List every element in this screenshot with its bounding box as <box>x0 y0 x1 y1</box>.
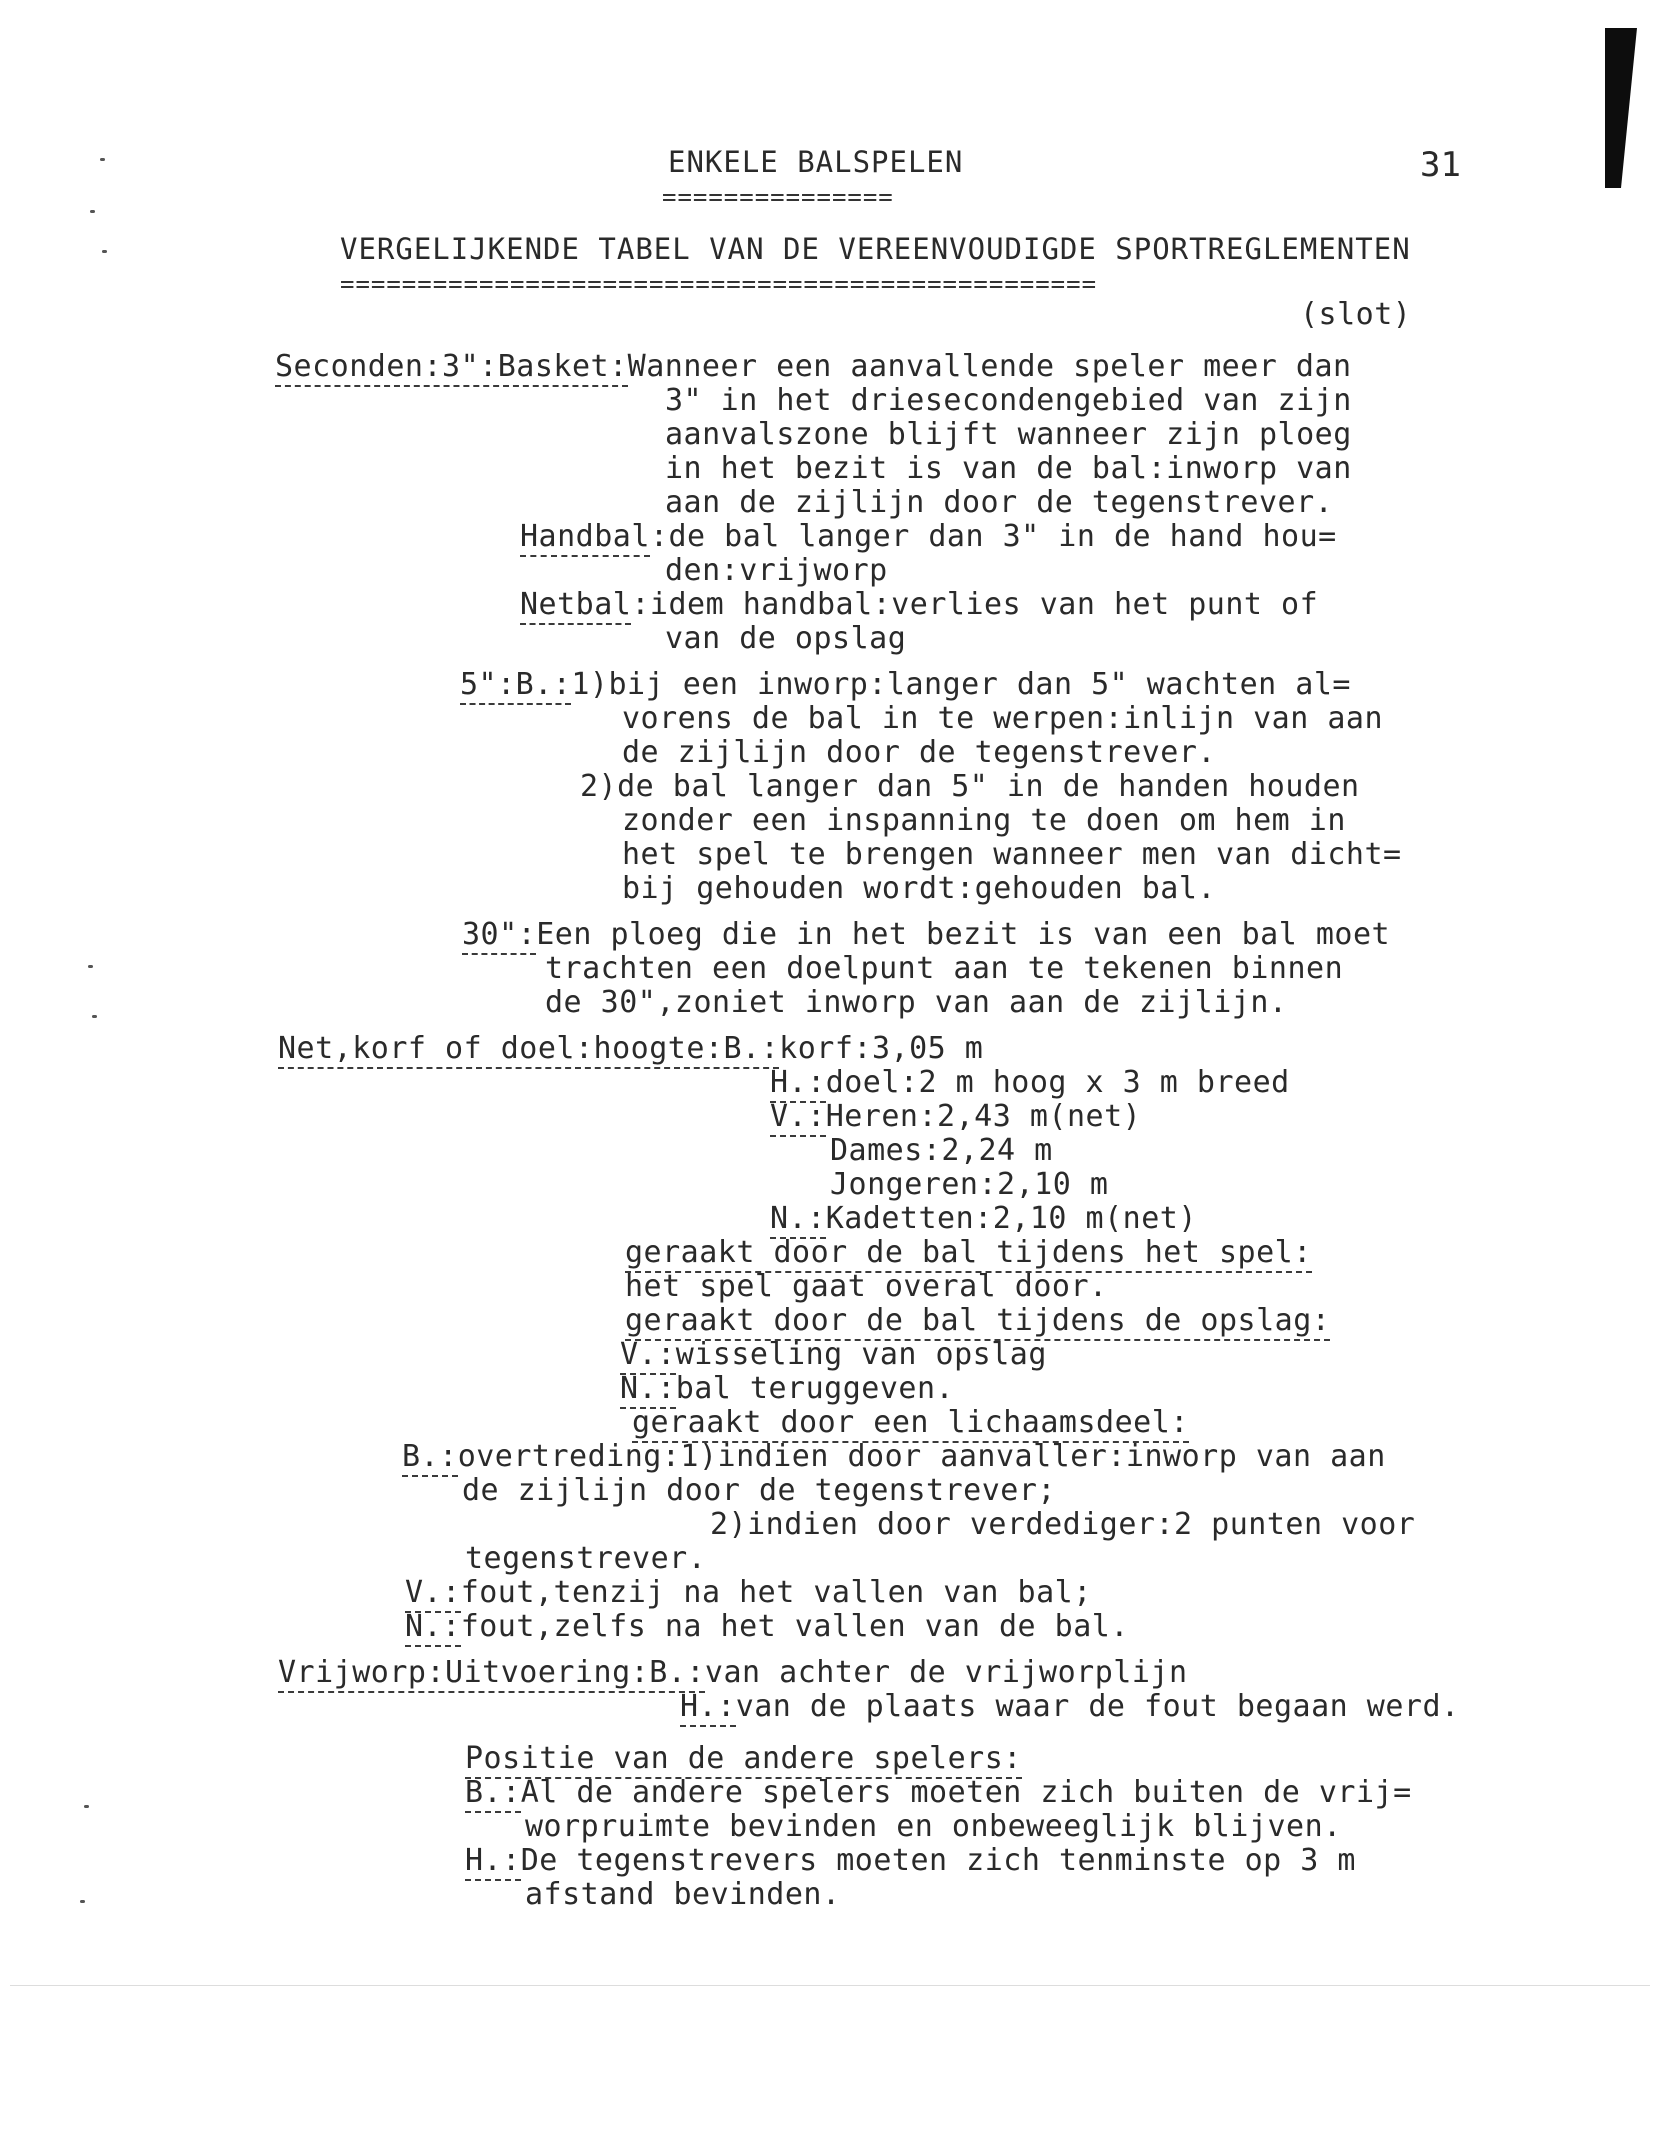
text-line <box>710 1508 1415 1542</box>
text-line <box>622 702 1383 736</box>
text-line <box>405 1610 1129 1644</box>
text-line <box>622 838 1402 872</box>
text-line <box>620 1338 1047 1372</box>
text-line <box>460 668 1351 702</box>
text-line <box>622 736 1216 770</box>
text-line <box>462 1474 1056 1508</box>
line-text: de zijlijn door de tegenstrever. <box>622 735 1216 770</box>
scan-speck <box>80 1900 85 1903</box>
underlined-heading: Netbal <box>520 587 631 625</box>
line-text: trachten een doelpunt aan te tekenen binnen <box>545 951 1344 986</box>
line-text: in het bezit is van de bal:inworp van <box>665 451 1352 486</box>
line-text: korf:3,05 m <box>779 1031 984 1066</box>
underlined-heading: H.: <box>465 1843 521 1881</box>
line-text: De tegenstrevers moeten zich tenminste op 3 m <box>520 1843 1356 1878</box>
table-title: VERGELIJKENDE TABEL VAN DE VEREENVOUDIGDE SPORTREGLEMENTEN <box>340 232 1411 266</box>
text-line <box>770 1202 1197 1236</box>
line-text: vorens de bal in te werpen:inlijn van aan <box>622 701 1384 736</box>
underlined-heading: H.: <box>680 1689 736 1727</box>
section-title: ENKELE BALSPELEN <box>668 145 964 179</box>
underlined-heading: 30": <box>462 917 536 955</box>
line-text: aanvalszone blijft wanneer zijn ploeg <box>665 417 1352 452</box>
line-text: zonder een inspanning te doen om hem in <box>622 803 1346 838</box>
scan-speck <box>100 158 105 161</box>
text-line <box>520 520 1337 554</box>
underlined-heading: geraakt door een lichaamsdeel: <box>632 1405 1189 1443</box>
text-line <box>278 1032 983 1066</box>
text-line <box>665 554 888 588</box>
underlined-heading: Handbal <box>520 519 650 557</box>
text-line <box>622 804 1346 838</box>
line-text: Jongeren:2,10 m <box>830 1167 1109 1202</box>
text-line <box>622 872 1216 906</box>
line-text: Kadetten:2,10 m(net) <box>825 1201 1197 1236</box>
text-line <box>665 452 1352 486</box>
underlined-heading: B.: <box>465 1775 521 1813</box>
text-line <box>680 1690 1460 1724</box>
scan-corner-mark <box>1605 28 1637 188</box>
underlined-heading: geraakt door de bal tijdens de opslag: <box>625 1303 1330 1341</box>
line-text: aan de zijlijn door de tegenstrever. <box>665 485 1334 520</box>
page-number: 31 <box>1420 145 1461 185</box>
line-text: de 30",zoniet inworp van aan de zijlijn. <box>545 985 1288 1020</box>
line-text: Dames:2,24 m <box>830 1133 1053 1168</box>
line-text: Heren:2,43 m(net) <box>825 1099 1142 1134</box>
text-line <box>830 1168 1108 1202</box>
text-line <box>770 1066 1290 1100</box>
line-text: 2)de bal langer dan 5" in de handen houden <box>580 769 1360 804</box>
line-text: wisseling van opslag <box>675 1337 1047 1372</box>
line-text: 1)bij een inworp:langer dan 5" wachten al= <box>571 667 1351 702</box>
text-line <box>278 1656 1188 1690</box>
line-text: den:vrijworp <box>665 553 888 588</box>
text-line <box>525 1878 841 1912</box>
underlined-heading: H.: <box>770 1065 826 1103</box>
underlined-heading: V.: <box>620 1337 676 1375</box>
text-line <box>665 384 1352 418</box>
text-line <box>625 1304 1330 1338</box>
underlined-heading: Positie van de andere spelers: <box>465 1741 1022 1779</box>
text-line <box>665 622 906 656</box>
line-text: 3" in het driesecondengebied van zijn <box>665 383 1352 418</box>
text-line <box>620 1372 954 1406</box>
text-line <box>520 588 1318 622</box>
line-text: bal teruggeven. <box>675 1371 955 1406</box>
text-line <box>545 986 1287 1020</box>
scan-speck <box>84 1805 89 1808</box>
underlined-heading: Vrijworp:Uitvoering:B.: <box>278 1655 705 1693</box>
line-text: fout,zelfs na het vallen van de bal. <box>460 1609 1129 1644</box>
line-text: van de opslag <box>665 621 907 656</box>
text-line <box>462 918 1390 952</box>
underlined-heading: V.: <box>405 1575 461 1613</box>
scan-speck <box>88 965 93 968</box>
line-text: Al de andere spelers moeten zich buiten de vrij= <box>520 1775 1412 1810</box>
line-text: fout,tenzij na het vallen van bal; <box>460 1575 1092 1610</box>
line-text: het spel te brengen wanneer men van dicht= <box>622 837 1402 872</box>
line-text: tegenstrever. <box>465 1541 707 1576</box>
underlined-heading: N.: <box>770 1201 826 1239</box>
line-text: afstand bevinden. <box>525 1877 841 1912</box>
text-line <box>580 770 1360 804</box>
line-text: worpruimte bevinden en onbeweeglijk blijven. <box>525 1809 1342 1844</box>
underlined-heading: geraakt door de bal tijdens het spel: <box>625 1235 1312 1273</box>
scan-speck <box>90 210 95 213</box>
line-text: Een ploeg die in het bezit is van een bal moet <box>536 917 1391 952</box>
text-line <box>465 1844 1356 1878</box>
line-text: van achter de vrijworplijn <box>704 1655 1188 1690</box>
text-line <box>632 1406 1189 1440</box>
scan-speck <box>102 250 107 253</box>
text-line <box>275 350 1352 384</box>
line-text: Wanneer een aanvallende speler meer dan <box>627 349 1352 384</box>
text-line <box>830 1134 1053 1168</box>
underlined-heading: V.: <box>770 1099 826 1137</box>
text-line <box>770 1100 1141 1134</box>
underlined-heading: N.: <box>620 1371 676 1409</box>
line-text: :de bal langer dan 3" in de hand hou= <box>649 519 1337 554</box>
line-text: :idem handbal:verlies van het punt of <box>631 587 1319 622</box>
line-text: 2)indien door verdediger:2 punten voor <box>710 1507 1416 1542</box>
continuation-label: (slot) <box>1300 297 1412 332</box>
scan-speck <box>92 1015 97 1018</box>
text-line <box>625 1236 1312 1270</box>
text-line <box>405 1576 1092 1610</box>
text-line <box>545 952 1343 986</box>
line-text: bij gehouden wordt:gehouden bal. <box>622 871 1216 906</box>
underlined-heading: Net,korf of doel:hoogte:B.: <box>278 1031 779 1069</box>
line-text: overtreding:1)indien door aanvaller:inworp van aan <box>457 1439 1386 1474</box>
text-line <box>665 486 1333 520</box>
text-line <box>525 1810 1342 1844</box>
underlined-heading: 5":B.: <box>460 667 571 705</box>
underlined-heading: B.: <box>402 1439 458 1477</box>
text-line <box>465 1542 706 1576</box>
scan-bottom-edge <box>10 1985 1650 1986</box>
text-line <box>625 1270 1108 1304</box>
text-line <box>665 418 1352 452</box>
line-text: van de plaats waar de fout begaan werd. <box>735 1689 1460 1724</box>
section-title-rule: =============== <box>662 183 894 211</box>
line-text: het spel gaat overal door. <box>625 1269 1108 1304</box>
line-text: doel:2 m hoog x 3 m breed <box>825 1065 1290 1100</box>
underlined-heading: Seconden:3":Basket: <box>275 349 628 387</box>
table-title-rule: ================================================= <box>340 270 1098 298</box>
line-text: de zijlijn door de tegenstrever; <box>462 1473 1056 1508</box>
underlined-heading: N.: <box>405 1609 461 1647</box>
text-line <box>465 1776 1412 1810</box>
text-line <box>465 1742 1022 1776</box>
text-line <box>402 1440 1386 1474</box>
